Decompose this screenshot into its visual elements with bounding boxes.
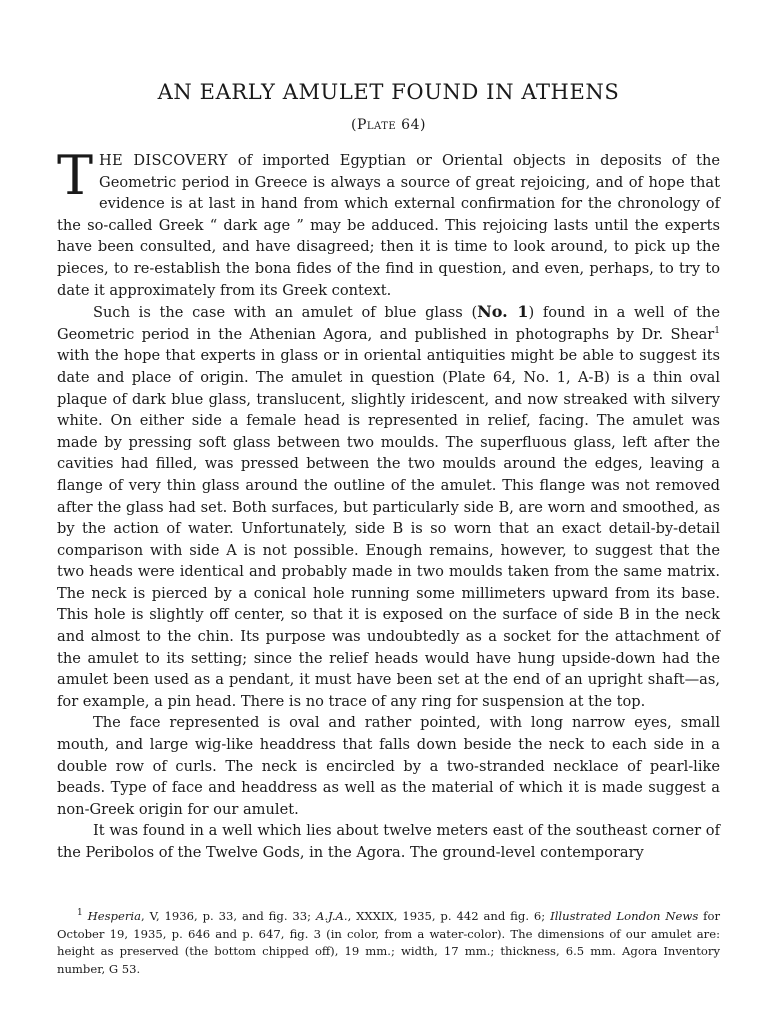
footnote-marker: 1 <box>77 908 83 919</box>
footnote-1 <box>57 908 720 978</box>
paragraph-1-opener: HE DISCOVERY <box>99 152 228 169</box>
article-title: AN EARLY AMULET FOUND IN ATHENS <box>157 80 620 104</box>
drop-cap: T <box>57 144 94 207</box>
catalogue-number: No. 1 <box>477 302 529 322</box>
footnote-ref-1[interactable]: 1 <box>714 325 720 336</box>
document-page <box>57 0 720 1024</box>
footnotes <box>57 908 720 978</box>
paragraph-2 <box>57 301 720 712</box>
paragraph-1 <box>57 144 720 301</box>
article-body <box>57 144 720 864</box>
footnote-aja: A.J.A. <box>316 909 348 923</box>
paragraph-2-text-a: Such is the case with an amulet of blue glass ( <box>93 304 478 322</box>
footnote-iln: Illustrated London News <box>550 909 699 923</box>
paragraph-2-text-b: ) found in a well of the Geometric period in the Athenian Agora, and published in photographs by Dr. Shear <box>57 304 720 343</box>
plate-close-paren: ) <box>419 117 426 133</box>
plate-open-paren: ( <box>351 117 357 133</box>
footnote-text-d: , XXXIX, 1935, p. 442 and fig. 6; <box>347 909 551 923</box>
paragraph-3: The face represented is oval and rather pointed, with long narrow eyes, small mouth, and large wig-like headdress that falls down beside the neck to each side in a double row of curls. The neck is encircled by a two-stranded necklace of pearl-like beads. Type of face and headdress as well as the material of which it is made suggest a non-Greek origin for our amulet. <box>57 714 720 818</box>
plate-reference <box>57 117 720 133</box>
plate-label: Plate 64 <box>357 117 420 133</box>
paragraph-4: It was found in a well which lies about twelve meters east of the southeast corner of the Peribolos of the Twelve Gods, in the Agora. The ground-level contemporary <box>57 822 720 861</box>
paragraph-2-text-c: with the hope that experts in glass or in oriental antiquities might be able to suggest its date and place of origin. The amulet in question (Plate 64, No. 1, A-B) is a thin oval plaque of dark blue glass, translucent, slightly iridescent, and now streaked with silvery white. On either side a female head is represented in relief, facing. The amulet was made by pressing soft glass between two moulds. The superfluous glass, left after the cavities had filled, was pressed between the two moulds around the edges, leaving a flange of very thin glass around the outline of the amulet. This flange was not removed after the glass had set. Both surfaces, but particularly side B, are worn and smoothed, as by the action of water. Unfortunately, side B is so worn that an exact detail-by-detail comparison with side A is not possible. Enough remains, however, to suggest that the two heads were identical and probably made in two moulds taken from the same matrix. The neck is pierced by a conical hole running some millimeters upward from its base. This hole is slightly off center, so that it is exposed on the surface of side B in the neck and almost to the chin. Its purpose was undoubtedly as a socket for the attachment of the amulet to its setting; since the relief heads would have hung upside-down had the amulet been used as a pendant, it must have been set at the end of an upright shaft—as, for example, a pin head. There is no trace of any ring for suspension at the top. <box>57 347 720 710</box>
paragraph-1-text: of imported Egyptian or Oriental objects in deposits of the Geometric period in Greece is always a source of great rejoicing, and of hope that evidence is at last in hand from which external confirmation for the chronology of the so-called Greek “ dark age ” may be adduced. This rejoicing lasts until the experts have been consulted, and have disagreed; then it is time to look around, to pick up the pieces, to re-establish the bona fides of the find in question, and even, perhaps, to try to date it approximately from its Greek context. <box>57 152 720 299</box>
footnote-hesperia: Hesperia <box>87 909 142 923</box>
footnote-text-b: , V, 1936, p. 33, and fig. 33; <box>141 909 316 923</box>
footnote-text-f: for October 19, 1935, p. 646 and p. 647, fig. 3 (in color, from a water-color). The dimensions of our amulet are: height as preserved (the bottom chipped off), 19 mm.; width, 17 mm.; thickness, 6.5 mm. Agora Inventory number, G 53. <box>57 909 720 976</box>
